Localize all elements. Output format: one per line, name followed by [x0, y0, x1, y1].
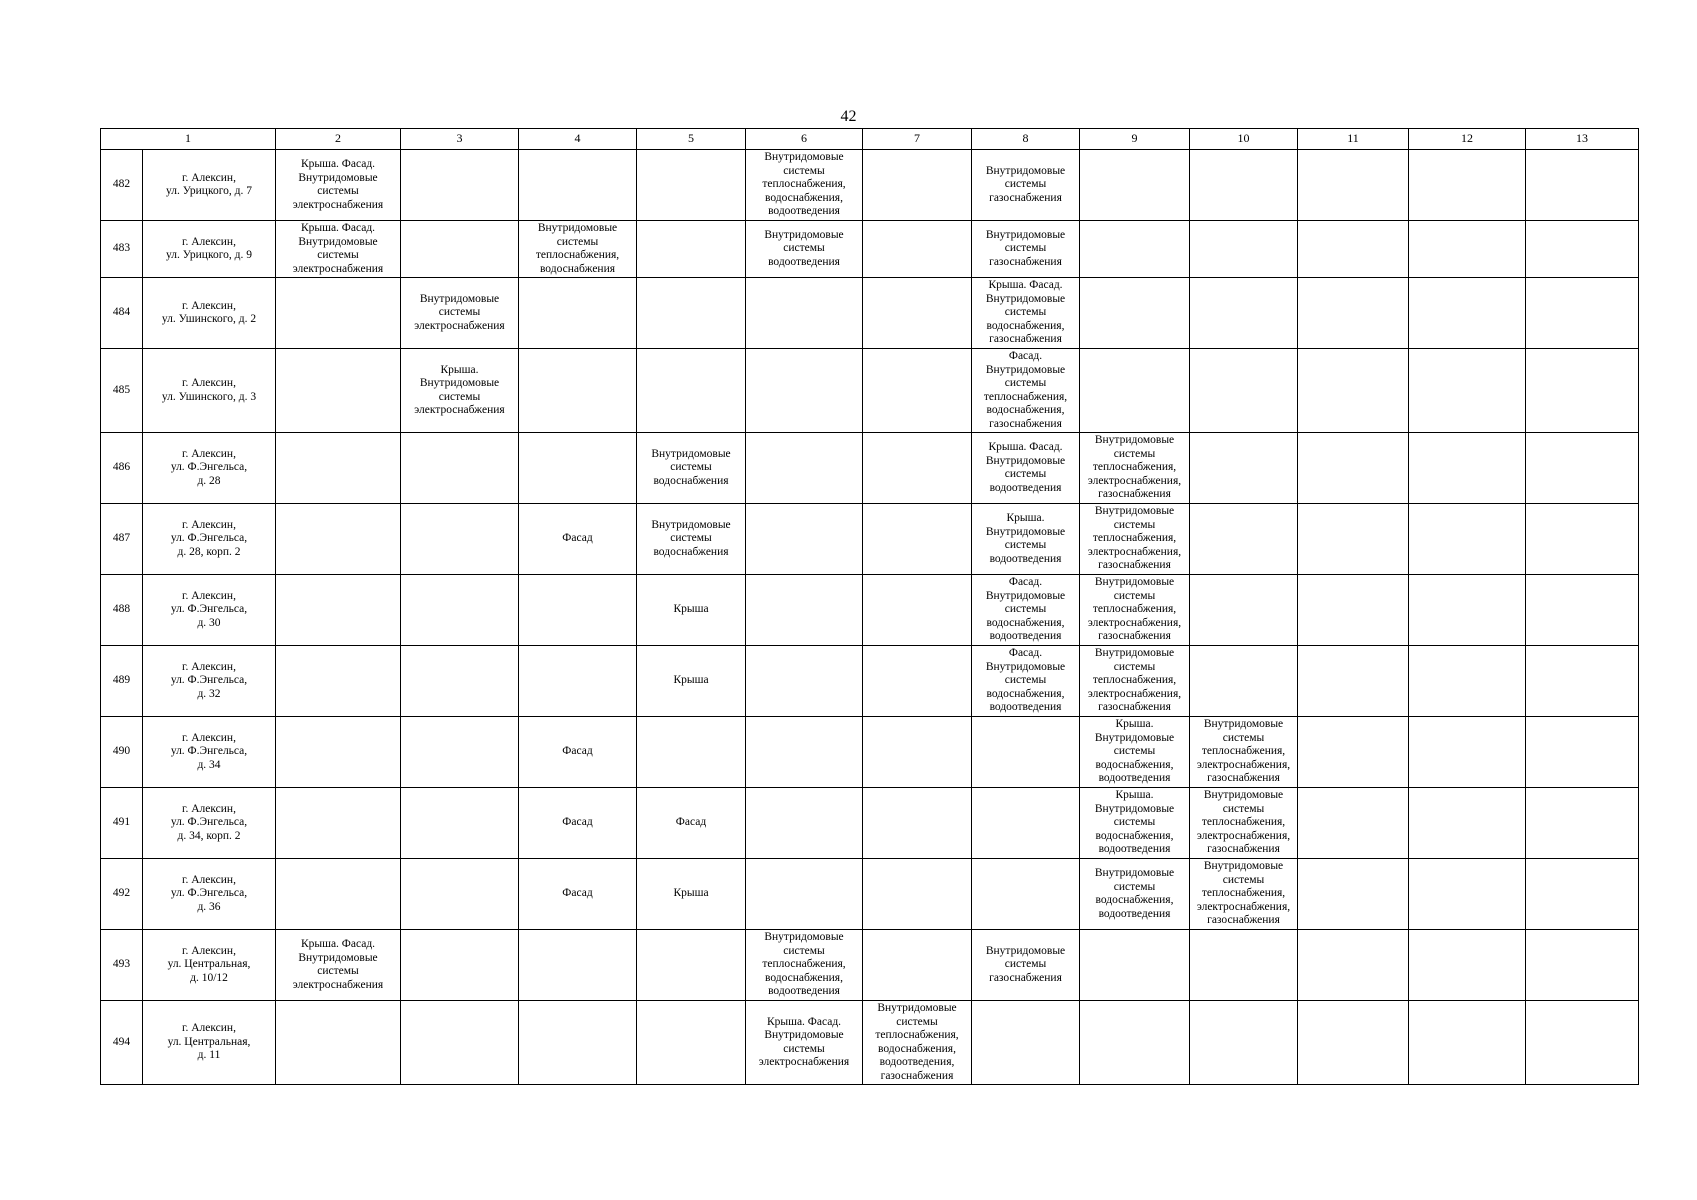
work-cell-col-2: [276, 717, 401, 788]
row-number: 489: [101, 646, 143, 717]
work-cell-col-3: [401, 646, 519, 717]
work-cell-col-5: Крыша: [637, 575, 746, 646]
work-cell-col-7: [863, 221, 972, 278]
work-cell-col-5: [637, 1001, 746, 1085]
column-header-8: 8: [972, 129, 1080, 150]
column-header-11: 11: [1298, 129, 1409, 150]
table-body: [101, 129, 1639, 1085]
work-cell-col-12: [1409, 150, 1526, 221]
column-header-1: 1: [101, 129, 276, 150]
work-cell-col-9: [1080, 349, 1190, 433]
work-cell-col-6: Внутридомовые системы теплоснабжения, водоснабжения, водоотведения: [746, 150, 863, 221]
work-cell-col-9: Внутридомовые системы водоснабжения, водоотведения: [1080, 859, 1190, 930]
work-cell-col-7: [863, 150, 972, 221]
work-cell-col-11: [1298, 788, 1409, 859]
page-number: 42: [840, 108, 857, 125]
address-cell: г. Алексин, ул. Ф.Энгельса, д. 34: [143, 717, 276, 788]
work-cell-col-13: [1526, 278, 1639, 349]
work-cell-col-8: [972, 788, 1080, 859]
work-cell-col-7: [863, 788, 972, 859]
work-cell-col-13: [1526, 504, 1639, 575]
address-cell: г. Алексин, ул. Центральная, д. 11: [143, 1001, 276, 1085]
work-cell-col-13: [1526, 221, 1639, 278]
work-cell-col-4: [519, 349, 637, 433]
work-cell-col-7: [863, 433, 972, 504]
work-cell-col-7: [863, 646, 972, 717]
address-cell: г. Алексин, ул. Ушинского, д. 3: [143, 349, 276, 433]
work-cell-col-11: [1298, 859, 1409, 930]
work-cell-col-3: Внутридомовые системы электроснабжения: [401, 278, 519, 349]
work-cell-col-8: Крыша. Внутридомовые системы водоотведения: [972, 504, 1080, 575]
work-cell-col-6: [746, 575, 863, 646]
work-cell-col-10: Внутридомовые системы теплоснабжения, электроснабжения, газоснабжения: [1190, 717, 1298, 788]
work-cell-col-8: [972, 1001, 1080, 1085]
work-cell-col-7: [863, 504, 972, 575]
work-cell-col-6: [746, 349, 863, 433]
work-cell-col-2: [276, 433, 401, 504]
column-header-4: 4: [519, 129, 637, 150]
work-cell-col-2: [276, 349, 401, 433]
work-cell-col-5: [637, 717, 746, 788]
work-cell-col-13: [1526, 717, 1639, 788]
work-cell-col-4: Фасад: [519, 504, 637, 575]
work-cell-col-9: [1080, 150, 1190, 221]
work-cell-col-13: [1526, 349, 1639, 433]
work-cell-col-10: Внутридомовые системы теплоснабжения, электроснабжения, газоснабжения: [1190, 859, 1298, 930]
work-cell-col-4: [519, 930, 637, 1001]
work-cell-col-4: Фасад: [519, 788, 637, 859]
work-cell-col-12: [1409, 349, 1526, 433]
work-cell-col-8: [972, 859, 1080, 930]
address-cell: г. Алексин, ул. Ф.Энгельса, д. 36: [143, 859, 276, 930]
address-cell: г. Алексин, ул. Ф.Энгельса, д. 30: [143, 575, 276, 646]
work-cell-col-9: Внутридомовые системы теплоснабжения, электроснабжения, газоснабжения: [1080, 646, 1190, 717]
work-cell-col-11: [1298, 349, 1409, 433]
work-cell-col-11: [1298, 150, 1409, 221]
work-cell-col-7: Внутридомовые системы теплоснабжения, водоснабжения, водоотведения, газоснабжения: [863, 1001, 972, 1085]
work-cell-col-6: [746, 433, 863, 504]
work-cell-col-3: [401, 1001, 519, 1085]
work-cell-col-4: [519, 1001, 637, 1085]
work-cell-col-13: [1526, 930, 1639, 1001]
work-cell-col-2: [276, 504, 401, 575]
work-cell-col-6: [746, 788, 863, 859]
work-cell-col-6: [746, 859, 863, 930]
work-cell-col-4: [519, 433, 637, 504]
work-cell-col-7: [863, 575, 972, 646]
work-cell-col-12: [1409, 646, 1526, 717]
work-cell-col-2: Крыша. Фасад. Внутридомовые системы электроснабжения: [276, 221, 401, 278]
table-row: [101, 349, 1639, 433]
column-header-10: 10: [1190, 129, 1298, 150]
column-header-6: 6: [746, 129, 863, 150]
work-cell-col-8: Крыша. Фасад. Внутридомовые системы водоснабжения, газоснабжения: [972, 278, 1080, 349]
work-cell-col-11: [1298, 1001, 1409, 1085]
work-cell-col-12: [1409, 859, 1526, 930]
table-row: [101, 788, 1639, 859]
work-cell-col-11: [1298, 717, 1409, 788]
work-cell-col-8: Внутридомовые системы газоснабжения: [972, 221, 1080, 278]
work-cell-col-7: [863, 349, 972, 433]
work-cell-col-3: [401, 859, 519, 930]
work-cell-col-12: [1409, 504, 1526, 575]
work-cell-col-3: [401, 717, 519, 788]
work-cell-col-2: [276, 788, 401, 859]
table-row: [101, 646, 1639, 717]
work-cell-col-6: Крыша. Фасад. Внутридомовые системы электроснабжения: [746, 1001, 863, 1085]
work-cell-col-3: [401, 433, 519, 504]
column-header-5: 5: [637, 129, 746, 150]
work-cell-col-12: [1409, 788, 1526, 859]
table-row: [101, 150, 1639, 221]
work-cell-col-13: [1526, 646, 1639, 717]
work-cell-col-8: Фасад. Внутридомовые системы водоснабжения, водоотведения: [972, 646, 1080, 717]
table-row: [101, 575, 1639, 646]
work-cell-col-5: Крыша: [637, 859, 746, 930]
work-cell-col-11: [1298, 278, 1409, 349]
work-cell-col-13: [1526, 788, 1639, 859]
work-cell-col-7: [863, 278, 972, 349]
work-cell-col-5: [637, 278, 746, 349]
column-header-2: 2: [276, 129, 401, 150]
row-number: 491: [101, 788, 143, 859]
work-cell-col-12: [1409, 1001, 1526, 1085]
work-cell-col-3: [401, 788, 519, 859]
work-cell-col-5: Внутридомовые системы водоснабжения: [637, 433, 746, 504]
work-cell-col-8: Внутридомовые системы газоснабжения: [972, 150, 1080, 221]
work-cell-col-4: Фасад: [519, 859, 637, 930]
work-cell-col-10: [1190, 646, 1298, 717]
column-number-row: [101, 129, 1639, 150]
column-header-7: 7: [863, 129, 972, 150]
data-table: [100, 128, 1639, 1085]
work-cell-col-6: [746, 278, 863, 349]
column-header-9: 9: [1080, 129, 1190, 150]
address-cell: г. Алексин, ул. Ушинского, д. 2: [143, 278, 276, 349]
work-cell-col-8: Внутридомовые системы газоснабжения: [972, 930, 1080, 1001]
work-cell-col-10: [1190, 930, 1298, 1001]
row-number: 482: [101, 150, 143, 221]
row-number: 492: [101, 859, 143, 930]
work-cell-col-6: Внутридомовые системы водоотведения: [746, 221, 863, 278]
work-cell-col-5: [637, 150, 746, 221]
table-row: [101, 717, 1639, 788]
work-cell-col-4: [519, 646, 637, 717]
work-cell-col-9: Внутридомовые системы теплоснабжения, электроснабжения, газоснабжения: [1080, 504, 1190, 575]
column-header-3: 3: [401, 129, 519, 150]
work-cell-col-11: [1298, 575, 1409, 646]
work-cell-col-3: [401, 150, 519, 221]
work-cell-col-8: [972, 717, 1080, 788]
work-cell-col-11: [1298, 433, 1409, 504]
work-cell-col-6: Внутридомовые системы теплоснабжения, водоснабжения, водоотведения: [746, 930, 863, 1001]
work-cell-col-2: Крыша. Фасад. Внутридомовые системы электроснабжения: [276, 930, 401, 1001]
row-number: 484: [101, 278, 143, 349]
work-cell-col-9: Крыша. Внутридомовые системы водоснабжения, водоотведения: [1080, 788, 1190, 859]
work-cell-col-6: [746, 504, 863, 575]
work-cell-col-9: Внутридомовые системы теплоснабжения, электроснабжения, газоснабжения: [1080, 575, 1190, 646]
table-row: [101, 278, 1639, 349]
work-cell-col-5: Крыша: [637, 646, 746, 717]
work-cell-col-2: Крыша. Фасад. Внутридомовые системы электроснабжения: [276, 150, 401, 221]
row-number: 490: [101, 717, 143, 788]
table-row: [101, 433, 1639, 504]
work-cell-col-12: [1409, 221, 1526, 278]
work-cell-col-3: Крыша. Внутридомовые системы электроснабжения: [401, 349, 519, 433]
address-cell: г. Алексин, ул. Урицкого, д. 7: [143, 150, 276, 221]
row-number: 488: [101, 575, 143, 646]
work-cell-col-8: Фасад. Внутридомовые системы водоснабжения, водоотведения: [972, 575, 1080, 646]
table-row: [101, 859, 1639, 930]
work-cell-col-12: [1409, 930, 1526, 1001]
address-cell: г. Алексин, ул. Ф.Энгельса, д. 34, корп. 2: [143, 788, 276, 859]
table-row: [101, 1001, 1639, 1085]
work-cell-col-5: [637, 221, 746, 278]
work-cell-col-10: [1190, 150, 1298, 221]
work-cell-col-2: [276, 575, 401, 646]
work-cell-col-8: Крыша. Фасад. Внутридомовые системы водоотведения: [972, 433, 1080, 504]
work-cell-col-13: [1526, 150, 1639, 221]
work-cell-col-2: [276, 1001, 401, 1085]
work-cell-col-5: [637, 930, 746, 1001]
work-cell-col-2: [276, 646, 401, 717]
work-cell-col-7: [863, 859, 972, 930]
work-cell-col-12: [1409, 433, 1526, 504]
work-cell-col-6: [746, 646, 863, 717]
work-cell-col-4: [519, 278, 637, 349]
work-cell-col-12: [1409, 575, 1526, 646]
table-row: [101, 930, 1639, 1001]
work-cell-col-9: [1080, 930, 1190, 1001]
work-cell-col-10: [1190, 278, 1298, 349]
work-cell-col-13: [1526, 1001, 1639, 1085]
work-cell-col-12: [1409, 717, 1526, 788]
work-cell-col-3: [401, 504, 519, 575]
row-number: 493: [101, 930, 143, 1001]
table-row: [101, 221, 1639, 278]
table-row: [101, 504, 1639, 575]
row-number: 485: [101, 349, 143, 433]
column-header-13: 13: [1526, 129, 1639, 150]
work-cell-col-2: [276, 278, 401, 349]
work-cell-col-10: [1190, 433, 1298, 504]
work-cell-col-10: [1190, 575, 1298, 646]
work-cell-col-2: [276, 859, 401, 930]
work-cell-col-3: [401, 575, 519, 646]
work-cell-col-9: [1080, 1001, 1190, 1085]
address-cell: г. Алексин, ул. Ф.Энгельса, д. 28: [143, 433, 276, 504]
work-cell-col-7: [863, 930, 972, 1001]
work-cell-col-10: [1190, 1001, 1298, 1085]
work-cell-col-13: [1526, 575, 1639, 646]
work-cell-col-4: Фасад: [519, 717, 637, 788]
work-cell-col-4: [519, 150, 637, 221]
work-cell-col-5: Внутридомовые системы водоснабжения: [637, 504, 746, 575]
work-cell-col-7: [863, 717, 972, 788]
row-number: 483: [101, 221, 143, 278]
address-cell: г. Алексин, ул. Урицкого, д. 9: [143, 221, 276, 278]
work-cell-col-12: [1409, 278, 1526, 349]
work-cell-col-9: [1080, 278, 1190, 349]
work-cell-col-4: [519, 575, 637, 646]
address-cell: г. Алексин, ул. Ф.Энгельса, д. 32: [143, 646, 276, 717]
work-cell-col-11: [1298, 221, 1409, 278]
row-number: 487: [101, 504, 143, 575]
work-cell-col-8: Фасад. Внутридомовые системы теплоснабжения, водоснабжения, газоснабжения: [972, 349, 1080, 433]
row-number: 494: [101, 1001, 143, 1085]
work-cell-col-13: [1526, 433, 1639, 504]
work-cell-col-6: [746, 717, 863, 788]
work-cell-col-13: [1526, 859, 1639, 930]
work-cell-col-4: Внутридомовые системы теплоснабжения, водоснабжения: [519, 221, 637, 278]
address-cell: г. Алексин, ул. Ф.Энгельса, д. 28, корп. 2: [143, 504, 276, 575]
work-cell-col-10: [1190, 504, 1298, 575]
work-cell-col-5: [637, 349, 746, 433]
work-cell-col-10: [1190, 221, 1298, 278]
work-cell-col-3: [401, 930, 519, 1001]
work-cell-col-11: [1298, 646, 1409, 717]
work-cell-col-9: Крыша. Внутридомовые системы водоснабжения, водоотведения: [1080, 717, 1190, 788]
work-cell-col-10: [1190, 349, 1298, 433]
work-cell-col-9: Внутридомовые системы теплоснабжения, электроснабжения, газоснабжения: [1080, 433, 1190, 504]
work-cell-col-11: [1298, 930, 1409, 1001]
work-cell-col-3: [401, 221, 519, 278]
column-header-12: 12: [1409, 129, 1526, 150]
address-cell: г. Алексин, ул. Центральная, д. 10/12: [143, 930, 276, 1001]
row-number: 486: [101, 433, 143, 504]
work-cell-col-11: [1298, 504, 1409, 575]
work-cell-col-10: Внутридомовые системы теплоснабжения, электроснабжения, газоснабжения: [1190, 788, 1298, 859]
work-cell-col-5: Фасад: [637, 788, 746, 859]
work-cell-col-9: [1080, 221, 1190, 278]
